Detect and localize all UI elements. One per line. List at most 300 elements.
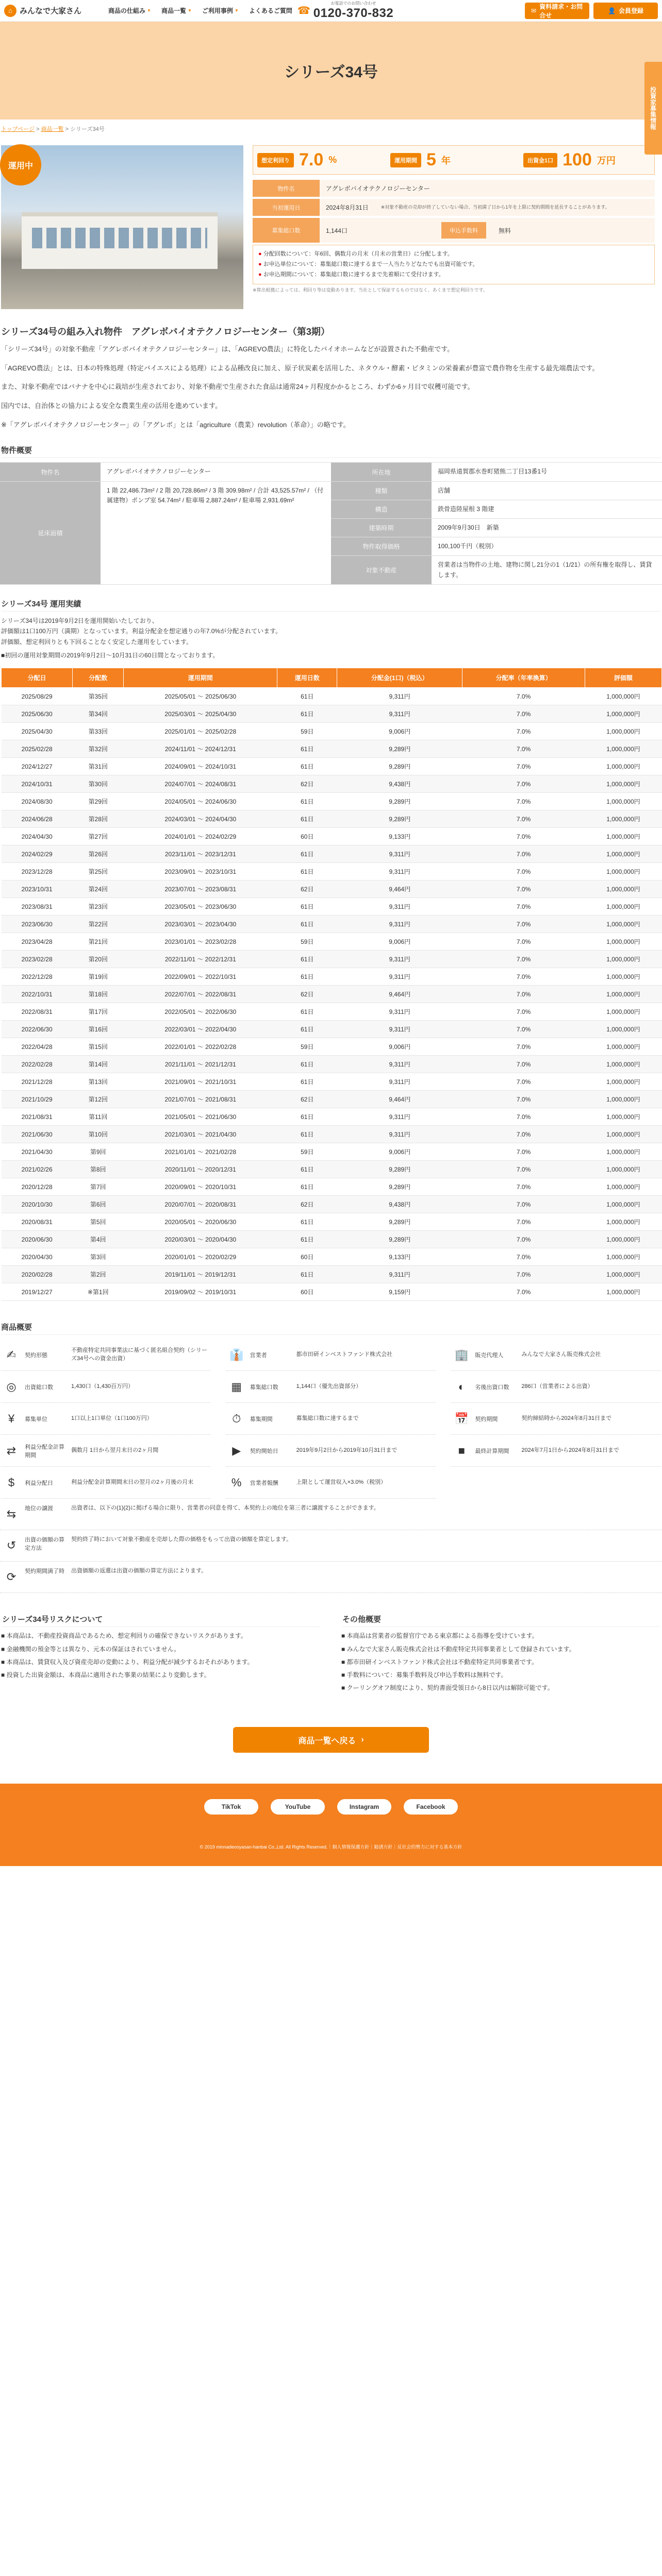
table-cell: 62日 [277, 880, 337, 898]
table-cell: 1,000,000円 [585, 880, 661, 898]
risk-title: シリーズ34号リスクについて [2, 1614, 320, 1627]
table-cell: 第20回 [73, 951, 124, 968]
register-button[interactable]: 👤 会員登録 [593, 3, 658, 19]
results-intro: シリーズ34号は2019年9月2日を運用開始いたしており、 評価額は1口100万円（満期）となっています。利益分配金を想定通りの年7.0%が分配されています。 評価額、想定利回りとも下回ることなく安定した運用をしています。 ■初回の運用対象期間の2019年9月2日〜10月31日の60日間となっております。 [1, 617, 282, 659]
summary-grid [0, 1339, 662, 1499]
table-row [2, 1266, 662, 1283]
table-cell: 61日 [277, 1108, 337, 1126]
table-row [2, 898, 662, 916]
table-cell: 2022/02/28 [2, 1056, 73, 1073]
table-cell: 1,000,000円 [585, 1073, 661, 1091]
table-cell: 61日 [277, 688, 337, 705]
table-cell: 7.0% [462, 898, 585, 916]
table-cell: 9,006円 [337, 1143, 462, 1161]
note-distribution: ● 分配回数について：年6回、偶数月の月末（月末の営業日）に分配します。 [258, 251, 453, 257]
table-cell: 2022/10/31 [2, 986, 73, 1003]
table-cell: 9,464円 [337, 880, 462, 898]
table-cell: 1,000,000円 [585, 1248, 661, 1266]
table-cell: 9,464円 [337, 986, 462, 1003]
operator-icon: 👔 [229, 1348, 244, 1361]
summary-item: 📅 契約期間 契約締結時から2024年8月31日まで [451, 1403, 661, 1435]
logo-text: みんなで大家さん [20, 7, 82, 15]
table-cell: 61日 [277, 916, 337, 933]
table-cell: 7.0% [462, 1126, 585, 1143]
youtube-link[interactable]: YouTube [271, 1799, 325, 1815]
unit-icon: ¥ [8, 1412, 15, 1425]
table-cell: 7.0% [462, 951, 585, 968]
breadcrumb: トップページ > 商品一覧 > シリーズ34号 [1, 126, 105, 132]
table-cell: 9,311円 [337, 916, 462, 933]
table-cell: 9,311円 [337, 705, 462, 723]
arrow-right-icon: › [361, 1735, 364, 1744]
table-cell: 2021/02/26 [2, 1161, 73, 1178]
status-badge: 運用中 [0, 144, 41, 185]
risk-item: ■ 投資した出資金額は、本商品に適用された事業の結果により変動します。 [1, 1671, 210, 1679]
notes-box [253, 245, 655, 284]
table-cell: 2023/10/31 [2, 880, 73, 898]
table-cell: 2020/03/01 〜 2020/04/30 [124, 1231, 277, 1248]
nav-products[interactable]: 商品一覧 ▼ [161, 7, 192, 14]
nav-usage[interactable]: ご利用事例 ▼ [202, 7, 239, 14]
table-cell: 61日 [277, 863, 337, 880]
table-row [2, 933, 662, 951]
info-row-date: 当初運用日 2024年8月31日 ※対象不動産の売却が終了していない場合、当初満了日から1年を上限に契約期間を延長することがあります。 [253, 199, 655, 216]
table-row [2, 1213, 662, 1231]
schedule-icon: ⇄ [6, 1444, 16, 1457]
table-cell: ※第1回 [73, 1283, 124, 1301]
facebook-link[interactable]: Facebook [404, 1799, 458, 1815]
table-cell: 2021/05/01 〜 2021/06/30 [124, 1108, 277, 1126]
table-cell: 第23回 [73, 898, 124, 916]
table-cell: 第15回 [73, 1038, 124, 1056]
summary-item: ◐ 劣後出資口数 286口（営業者による出資） [451, 1371, 661, 1403]
summary-item: ¥ 募集単位 1口以上1口単位（1口100万円） [1, 1403, 211, 1435]
table-row [2, 1178, 662, 1196]
table-cell: 7.0% [462, 705, 585, 723]
table-cell: 7.0% [462, 916, 585, 933]
main-nav [108, 6, 292, 15]
logo[interactable] [4, 5, 102, 17]
table-cell: 2022/12/28 [2, 968, 73, 986]
table-cell: 59日 [277, 1038, 337, 1056]
table-cell: 7.0% [462, 1283, 585, 1301]
overview-right: 所在地 福岡県遠賀郡水巻町猪熊二丁目13番1号 種類 店舗 構造 鉄骨造陸屋根 3 階建 建築時期 2009年9月30日 新築 物件取得価格 100,100千円（税別） 対象不動産 営業者は当物件の土地、建物に関し21分の1（1/21）の所有権を取得し、賃貸します。 [331, 463, 662, 584]
summary-item: 🏢 販売代理人 みんなで大家さん販売株式会社 [451, 1339, 661, 1371]
table-cell: 2023/04/28 [2, 933, 73, 951]
copyright: © 2019 minnadeooyasan-hanbai Co.,Ltd. All Rights Reserved.｜個人情報保護方針｜勧誘方針｜反社会的勢力に対する基本方針 [200, 1844, 462, 1850]
table-cell: 第21回 [73, 933, 124, 951]
table-cell: 2022/07/01 〜 2022/08/31 [124, 986, 277, 1003]
table-cell: 61日 [277, 1021, 337, 1038]
table-cell: 2023/11/01 〜 2023/12/31 [124, 845, 277, 863]
summary-item: ◎ 出資総口数 1,430口（1,430百万円） [1, 1371, 211, 1403]
breadcrumb-list[interactable]: 商品一覧 [41, 126, 64, 132]
table-cell: 61日 [277, 1213, 337, 1231]
results-title: シリーズ34号 運用実績 [1, 598, 661, 612]
table-cell: 2025/08/29 [2, 688, 73, 705]
other-item: ■ みんなで大家さん販売株式会社は不動産特定共同事業者として登録されています。 [341, 1645, 575, 1653]
summary-item: ▦ 募集総口数 1,144口（優先出資部分） [226, 1371, 436, 1403]
table-row [2, 1073, 662, 1091]
table-cell: 7.0% [462, 1266, 585, 1283]
contract-icon: ✍ [6, 1348, 16, 1361]
table-cell: 2025/01/01 〜 2025/02/28 [124, 723, 277, 740]
table-cell: 7.0% [462, 1038, 585, 1056]
table-cell: 7.0% [462, 880, 585, 898]
table-cell: 2024/09/01 〜 2024/10/31 [124, 758, 277, 775]
table-cell: 2023/07/01 〜 2023/08/31 [124, 880, 277, 898]
table-cell: 2024/10/31 [2, 775, 73, 793]
table-cell: 第22回 [73, 916, 124, 933]
table-cell: 第27回 [73, 828, 124, 845]
table-cell: 7.0% [462, 1073, 585, 1091]
table-cell: 2021/12/28 [2, 1073, 73, 1091]
building-windows [32, 228, 207, 248]
table-cell: 9,006円 [337, 723, 462, 740]
table-cell: 1,000,000円 [585, 705, 661, 723]
table-cell: 7.0% [462, 986, 585, 1003]
table-cell: 第18回 [73, 986, 124, 1003]
table-cell: 7.0% [462, 1231, 585, 1248]
table-cell: 2022/04/28 [2, 1038, 73, 1056]
table-cell: 第26回 [73, 845, 124, 863]
table-cell: 7.0% [462, 845, 585, 863]
table-cell: 2023/05/01 〜 2023/06/30 [124, 898, 277, 916]
summary-long-item: ⇆ 地位の譲渡 出資者は、以下の(1)(2)に掲げる場合に限り、営業者の同意を得て、本契約上の地位を第三者に譲渡することができます。 [0, 1499, 662, 1530]
table-cell: 2023/01/01 〜 2023/02/28 [124, 933, 277, 951]
table-cell: 7.0% [462, 810, 585, 828]
table-cell: 2024/08/30 [2, 793, 73, 810]
table-cell: 7.0% [462, 933, 585, 951]
tel-caption: お電話でのお問い合わせ [330, 1, 376, 6]
table-cell: 9,438円 [337, 775, 462, 793]
table-cell: 1,000,000円 [585, 688, 661, 705]
info-row-units: 募集総口数 1,144口 申込手数料 無料 [253, 218, 655, 243]
about-text: 「シリーズ34号」の対象不動産「アグレボバイオテクノロジーセンター」は、「AGREVO農法」に特化したバイオホームなどが設置された不動産です。 「AGREVO農法」とは、日本の特殊処理（特定バイエスによる処理）による品種改良に加え、原子状炭素を活用した、ネタウル・酵素・ビタミンの栄養素が豊富で農作物を生産する最先端農法です。 また、対象不動産ではバナナを中心に栽培が生産されており、対象不動産で生産された食品は通常24ヶ月程度かかるところ、わずか6ヶ月目で収穫可能です。 国内では、自治体との協力による安全な農業生産の活用を進めています。 ※「アグレボバイオテクノロジーセンター」の「アグレボ」とは「agriculture（農業）revolution（革命）」の略です。 [1, 345, 599, 429]
table-cell: 7.0% [462, 1021, 585, 1038]
period-icon: ⏱ [232, 1412, 241, 1425]
risk-section [0, 1614, 662, 1696]
table-row [2, 1248, 662, 1266]
table-cell: 1,000,000円 [585, 1021, 661, 1038]
table-cell: 7.0% [462, 723, 585, 740]
table-cell: 61日 [277, 898, 337, 916]
table-cell: 61日 [277, 793, 337, 810]
table-cell: 9,311円 [337, 1073, 462, 1091]
transfer-icon: ⇆ [6, 1507, 16, 1521]
overview-left: 物件名 アグレボバイオテクノロジーセンター 延床面積 1 階 22,486.73m² / 2 階 20,728.86m² / 3 階 309.98m² / 合計 43,525.57m² / （付属建物）ポンプ室 54.74m² / 駐車場 2,887.24m² / 駐車場 2,931.69m² [0, 463, 331, 584]
overview-table [0, 462, 662, 584]
table-cell: 9,311円 [337, 863, 462, 880]
units-icon: ◎ [6, 1380, 16, 1393]
table-cell: 1,000,000円 [585, 1196, 661, 1213]
table-cell: 1,000,000円 [585, 1161, 661, 1178]
table-cell: 2019/12/27 [2, 1283, 73, 1301]
table-cell: 第10回 [73, 1126, 124, 1143]
stat-yield: 想定利回り 7.0 % [257, 150, 384, 170]
table-cell: 1,000,000円 [585, 1091, 661, 1108]
footer [0, 1784, 662, 1866]
table-cell: 2019/09/02 〜 2019/10/31 [124, 1283, 277, 1301]
table-cell: 61日 [277, 968, 337, 986]
other-item: ■ 本商品は営業者の監督官庁である東京都による指導を受けています。 [341, 1632, 538, 1640]
table-cell: 1,000,000円 [585, 863, 661, 880]
table-row [2, 1196, 662, 1213]
table-cell: 第11回 [73, 1108, 124, 1126]
mail-icon: ✉ [531, 7, 537, 14]
table-cell: 61日 [277, 1266, 337, 1283]
table-cell: 9,438円 [337, 1196, 462, 1213]
table-cell: 61日 [277, 951, 337, 968]
table-cell: 9,311円 [337, 845, 462, 863]
table-cell: 7.0% [462, 688, 585, 705]
table-cell: 2021/10/29 [2, 1091, 73, 1108]
table-cell: 第6回 [73, 1196, 124, 1213]
other-title: その他概要 [342, 1614, 660, 1627]
table-cell: 61日 [277, 740, 337, 758]
table-cell: 9,133円 [337, 828, 462, 845]
end-icon: ■ [458, 1444, 465, 1457]
note-period: ● お申込期間について：募集総口数に達するまで先着順にて受付けます。 [258, 271, 444, 278]
table-row [2, 986, 662, 1003]
table-row [2, 1003, 662, 1021]
table-cell: 9,311円 [337, 688, 462, 705]
table-cell: 2022/11/01 〜 2022/12/31 [124, 951, 277, 968]
table-row [2, 758, 662, 775]
summary-long-item: ↺ 出資の価額の算定方法 契約終了時において対象不動産を売却した際の価格をもって出資の価額を算定します。 [0, 1530, 662, 1562]
table-cell: 2023/09/01 〜 2023/10/31 [124, 863, 277, 880]
sns-links [204, 1799, 458, 1815]
table-cell: 61日 [277, 1231, 337, 1248]
table-cell: 第34回 [73, 705, 124, 723]
table-cell: 1,000,000円 [585, 1178, 661, 1196]
table-row [2, 705, 662, 723]
phone-icon: ☎ [297, 5, 310, 16]
table-cell: 61日 [277, 1073, 337, 1091]
table-cell: 第4回 [73, 1231, 124, 1248]
table-cell: 1,000,000円 [585, 916, 661, 933]
table-cell: 7.0% [462, 1108, 585, 1126]
table-row [2, 1161, 662, 1178]
table-cell: 9,289円 [337, 740, 462, 758]
table-cell: 2022/08/31 [2, 1003, 73, 1021]
table-cell: 2019/11/01 〜 2019/12/31 [124, 1266, 277, 1283]
table-cell: 7.0% [462, 793, 585, 810]
table-cell: 1,000,000円 [585, 1108, 661, 1126]
other-item: ■ 都市田研インベストファンド株式会社は不動産特定共同事業者です。 [341, 1658, 538, 1666]
table-cell: 第31回 [73, 758, 124, 775]
table-cell: 9,289円 [337, 1231, 462, 1248]
nav-faq[interactable]: よくあるご質問 [249, 7, 292, 14]
table-cell: 59日 [277, 933, 337, 951]
table-cell: 9,311円 [337, 1021, 462, 1038]
table-cell: 2020/08/31 [2, 1213, 73, 1231]
title-banner [0, 22, 662, 120]
table-row [2, 916, 662, 933]
risk-item: ■ 本商品は、不動産投資商品であるため、想定利回りの確保できないリスクがあります。 [1, 1632, 247, 1640]
table-cell: 第7回 [73, 1178, 124, 1196]
other-item: ■ 手数料について：募集手数料及び申込手数料は無料です。 [341, 1671, 507, 1679]
table-row [2, 1056, 662, 1073]
table-cell: 61日 [277, 1003, 337, 1021]
table-row [2, 951, 662, 968]
table-cell: 1,000,000円 [585, 810, 661, 828]
table-cell: 2020/12/28 [2, 1178, 73, 1196]
table-cell: 2020/07/01 〜 2020/08/31 [124, 1196, 277, 1213]
table-cell: 第2回 [73, 1266, 124, 1283]
table-cell: 2020/09/01 〜 2020/10/31 [124, 1178, 277, 1196]
table-cell: 第12回 [73, 1091, 124, 1108]
table-row [2, 1143, 662, 1161]
instagram-link[interactable]: Instagram [337, 1799, 391, 1815]
table-row [2, 968, 662, 986]
table-cell: 第32回 [73, 740, 124, 758]
table-cell: 9,289円 [337, 1213, 462, 1231]
summary-long [0, 1499, 662, 1593]
summary-item: ■ 最終計算期間 2024年7月1日から2024年8月31日まで [451, 1435, 661, 1467]
back-to-list-button[interactable]: 商品一覧へ戻る › [233, 1727, 429, 1753]
table-cell: 1,000,000円 [585, 740, 661, 758]
table-cell: 2023/02/28 [2, 951, 73, 968]
table-cell: 第19回 [73, 968, 124, 986]
col-header: 運用期間 [124, 668, 277, 688]
foot-note: ※算出根拠によっては、利回り等は変動あります。当社として保証するものではなく、あくまで想定利回りです。 [253, 287, 488, 293]
chevron-down-icon: ▼ [234, 8, 239, 13]
table-cell: 1,000,000円 [585, 951, 661, 968]
table-row [2, 1038, 662, 1056]
start-icon: ▶ [232, 1444, 241, 1457]
table-cell: 2022/05/01 〜 2022/06/30 [124, 1003, 277, 1021]
table-cell: 9,006円 [337, 933, 462, 951]
table-cell: 2023/08/31 [2, 898, 73, 916]
table-cell: 1,000,000円 [585, 1231, 661, 1248]
page-title: シリーズ34号 [284, 64, 378, 81]
col-header: 運用日数 [277, 668, 337, 688]
table-cell: 第33回 [73, 723, 124, 740]
table-cell: 1,000,000円 [585, 828, 661, 845]
col-header: 分配率（年率換算） [462, 668, 585, 688]
info-row-property: 物件名 アグレボバイオテクノロジーセンター [253, 180, 655, 197]
table-cell: 2020/06/30 [2, 1231, 73, 1248]
tel-number: 0120-370-832 [313, 6, 394, 20]
table-cell: 2022/01/01 〜 2022/02/28 [124, 1038, 277, 1056]
logo-house-icon: ⌂ [4, 5, 16, 17]
table-row [2, 793, 662, 810]
summary-item: ⇄ 利益分配金計算期間 偶数月 1日から翌月末日の2ヶ月間 [1, 1435, 211, 1467]
table-row [2, 1126, 662, 1143]
table-cell: 7.0% [462, 740, 585, 758]
table-cell: 第25回 [73, 863, 124, 880]
stat-term: 運用期間 5 年 [390, 150, 517, 170]
table-cell: 9,311円 [337, 1056, 462, 1073]
summary-item: $ 利益分配日 利益分配金計算期間末日の翌月の2ヶ月後の月末 [1, 1467, 211, 1499]
table-cell: 1,000,000円 [585, 758, 661, 775]
table-cell: 59日 [277, 723, 337, 740]
table-cell: 7.0% [462, 968, 585, 986]
table-cell: 2025/03/01 〜 2025/04/30 [124, 705, 277, 723]
table-cell: 2023/06/30 [2, 916, 73, 933]
table-cell: 1,000,000円 [585, 775, 661, 793]
table-cell: 9,289円 [337, 1178, 462, 1196]
table-cell: 9,289円 [337, 758, 462, 775]
table-cell: 1,000,000円 [585, 1038, 661, 1056]
table-cell: 2024/07/01 〜 2024/08/31 [124, 775, 277, 793]
table-cell: 第24回 [73, 880, 124, 898]
seller-icon: 🏢 [454, 1348, 469, 1361]
table-row [2, 845, 662, 863]
col-header: 評価額 [585, 668, 661, 688]
table-cell: 9,311円 [337, 898, 462, 916]
table-row [2, 1108, 662, 1126]
table-row [2, 1091, 662, 1108]
table-cell: 第9回 [73, 1143, 124, 1161]
table-cell: 2023/12/28 [2, 863, 73, 880]
table-cell: 2023/03/01 〜 2023/04/30 [124, 916, 277, 933]
table-cell: 7.0% [462, 758, 585, 775]
table-cell: 2021/09/01 〜 2021/10/31 [124, 1073, 277, 1091]
fee-icon: % [231, 1476, 242, 1489]
table-cell: 7.0% [462, 1161, 585, 1178]
table-cell: 7.0% [462, 1003, 585, 1021]
table-cell: 第29回 [73, 793, 124, 810]
table-cell: 2021/01/01 〜 2021/02/28 [124, 1143, 277, 1161]
table-cell: 61日 [277, 705, 337, 723]
table-cell: 61日 [277, 845, 337, 863]
table-cell: 2020/11/01 〜 2020/12/31 [124, 1161, 277, 1178]
table-cell: 61日 [277, 1056, 337, 1073]
table-cell: 第17回 [73, 1003, 124, 1021]
table-cell: 2024/04/30 [2, 828, 73, 845]
table-cell: 第16回 [73, 1021, 124, 1038]
other-item: ■ クーリングオフ制度により、契約書面受領日から8日以内は解除可能です。 [341, 1684, 554, 1692]
chevron-down-icon: ▼ [147, 8, 151, 13]
table-row [2, 1283, 662, 1301]
risk-item: ■ 本商品は、賃貸収入及び資産売却の変動により、利益分配が減少するおそれがあります。 [1, 1658, 254, 1666]
request-docs-button[interactable]: ✉ 資料請求・お問合せ [525, 3, 589, 19]
table-row [2, 723, 662, 740]
table-cell: 2021/08/31 [2, 1108, 73, 1126]
table-cell: 59日 [277, 1143, 337, 1161]
table-cell: 7.0% [462, 828, 585, 845]
table-cell: 1,000,000円 [585, 793, 661, 810]
table-cell: 2020/10/30 [2, 1196, 73, 1213]
table-cell: 2025/04/30 [2, 723, 73, 740]
tel-block[interactable] [297, 1, 393, 21]
about-title: シリーズ34号の組み入れ物件 アグレボバイオテクノロジーセンター（第3期） [1, 327, 330, 337]
table-cell: 7.0% [462, 1196, 585, 1213]
table-cell: 9,006円 [337, 1038, 462, 1056]
table-row [2, 688, 662, 705]
property-photo [1, 145, 243, 309]
table-cell: 61日 [277, 810, 337, 828]
tiktok-link[interactable]: TikTok [204, 1799, 258, 1815]
risk-item: ■ 金融機関の預金等とは異なり、元本の保証はされていません。 [1, 1645, 180, 1653]
table-row [2, 775, 662, 793]
table-cell: 62日 [277, 1196, 337, 1213]
table-cell: 2021/11/01 〜 2021/12/31 [124, 1056, 277, 1073]
key-stats [253, 145, 655, 175]
table-cell: 7.0% [462, 1248, 585, 1266]
sub-icon: ◐ [458, 1380, 465, 1393]
table-cell: 1,000,000円 [585, 1213, 661, 1231]
nav-mechanism[interactable]: 商品の仕組み ▼ [108, 7, 151, 14]
results-table [1, 668, 662, 1301]
breadcrumb-home[interactable]: トップページ [1, 126, 35, 132]
table-cell: 2024/06/28 [2, 810, 73, 828]
side-tab-investor-info[interactable]: 投資家募集情報 [644, 62, 662, 155]
table-cell: 2024/11/01 〜 2024/12/31 [124, 740, 277, 758]
table-cell: 2025/02/28 [2, 740, 73, 758]
